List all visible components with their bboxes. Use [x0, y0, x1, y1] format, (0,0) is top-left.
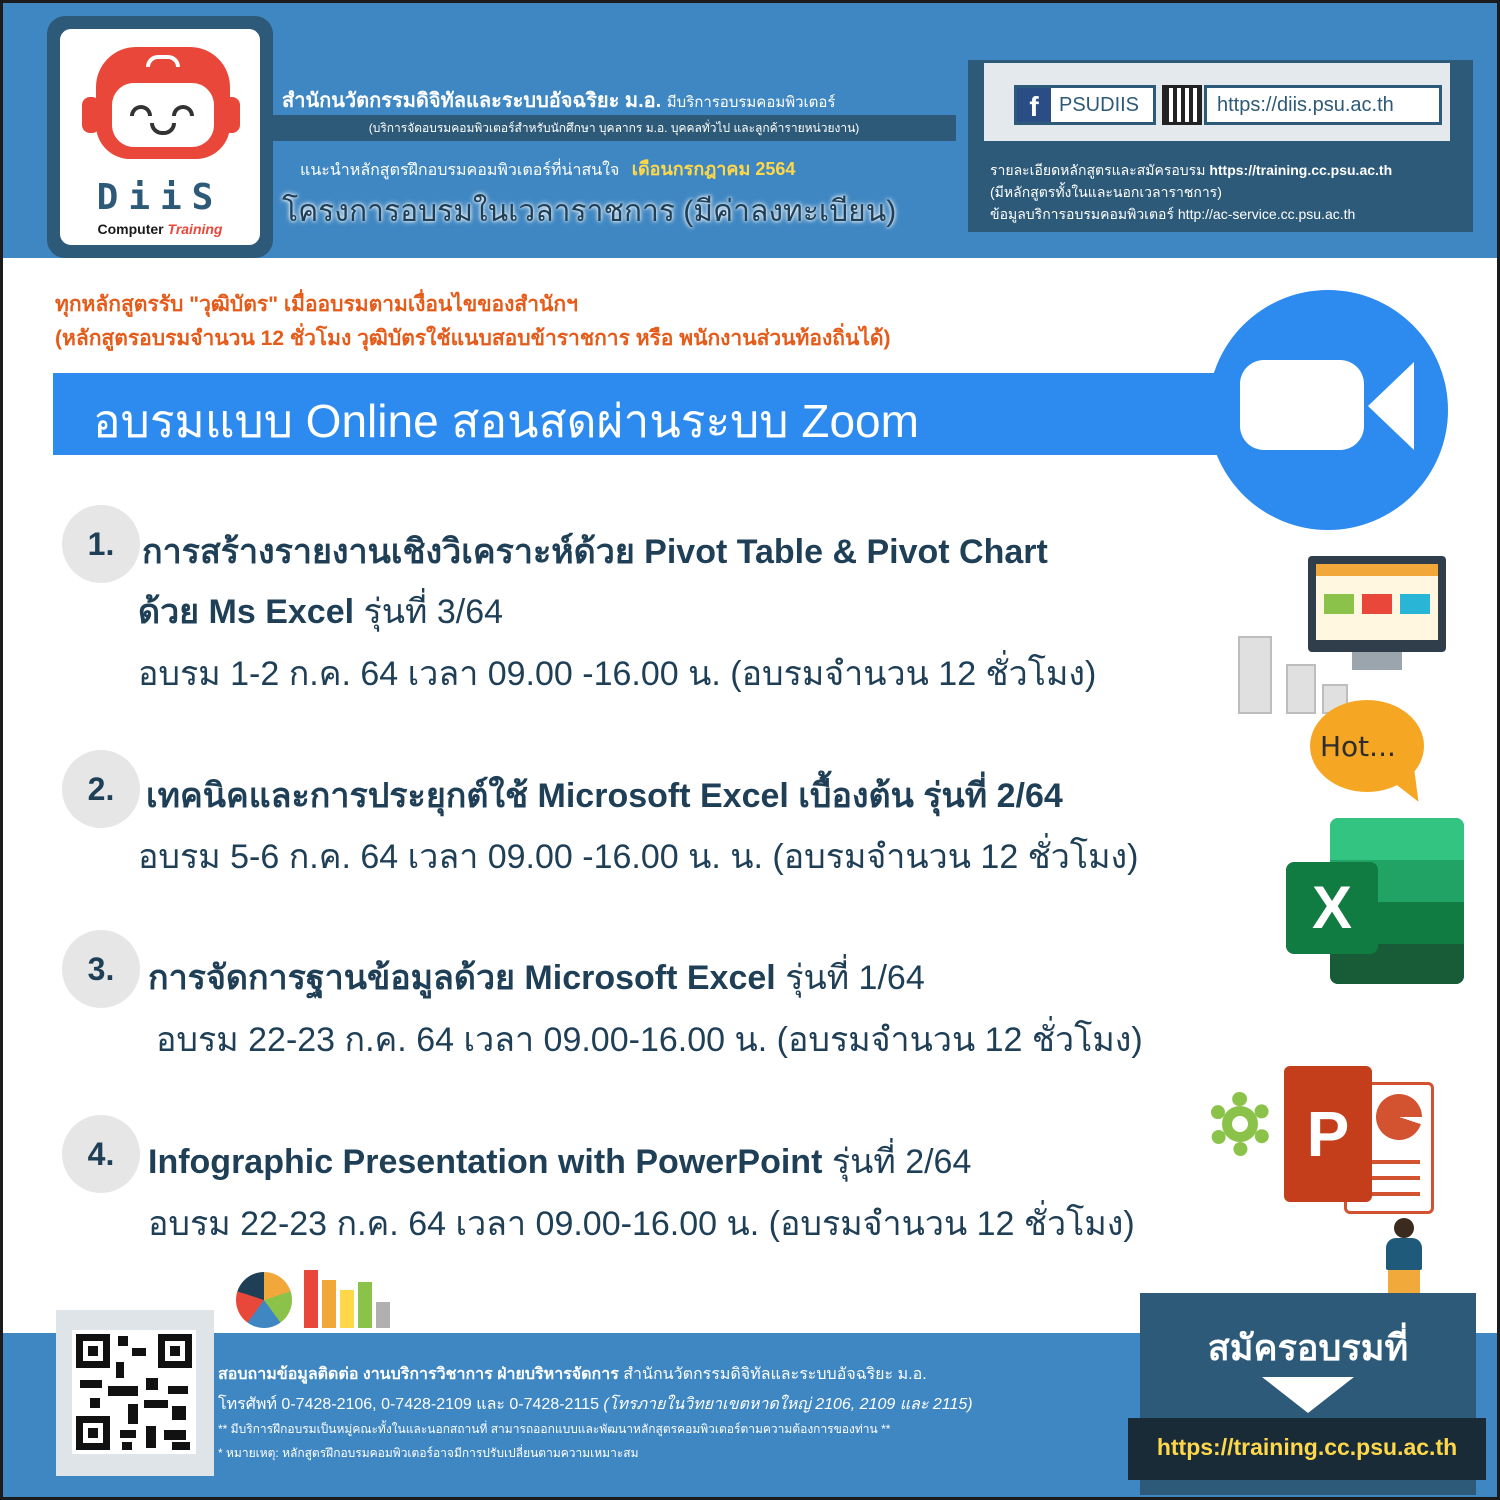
qr-module — [116, 1362, 124, 1378]
qr-finder — [76, 1416, 110, 1450]
camera-lens — [1368, 362, 1414, 450]
qr-module — [132, 1348, 146, 1356]
register-url[interactable]: https://training.cc.psu.ac.th — [1156, 1434, 1458, 1460]
facebook-icon: f — [1017, 88, 1051, 122]
zoom-logo-icon — [1208, 290, 1448, 530]
phone-line — [218, 1392, 973, 1417]
robot-antenna — [146, 55, 180, 67]
social-card — [984, 63, 1450, 141]
course-title-text: การสร้างรายงานเชิงวิเคราะห์ด้วย Pivot Table & Pivot Chart — [142, 533, 1048, 571]
monitor-screen — [1316, 564, 1438, 640]
course-schedule: อบรม 22-23 ก.ค. 64 เวลา 09.00-16.00 น. (อบรมจำนวน 12 ชั่วโมง) — [148, 1205, 1135, 1243]
course-schedule: อบรม 22-23 ก.ค. 64 เวลา 09.00-16.00 น. (อบรมจำนวน 12 ชั่วโมง) — [156, 1021, 1143, 1059]
services-text: (บริการจัดอบรมคอมพิวเตอร์สำหรับนักศึกษา บุคลากร ม.อ. บุคคลทั่วไป และลูกค้ารายหน่วยงาน) — [368, 121, 860, 135]
logo-subtitle — [60, 221, 260, 237]
org-suffix: มีบริการอบรมคอมพิวเตอร์ — [666, 94, 836, 111]
monitor-stand — [1352, 652, 1402, 670]
month-label: เดือนกรกฎาคม 2564 — [631, 159, 796, 179]
phone-internal: (โทรภายในวิทยาเขตหาดใหญ่ 2106, 2109 และ 2115) — [603, 1396, 973, 1413]
qr-module — [90, 1398, 100, 1408]
course-title — [146, 768, 1063, 822]
service-info-label: ข้อมูลบริการอบรมคอมพิวเตอร์ — [990, 206, 1174, 222]
logo-card — [57, 26, 263, 248]
robot-eye-right — [172, 105, 194, 116]
monitor-block — [1362, 594, 1392, 614]
register-title: สมัครอบรมที่ — [1207, 1327, 1409, 1368]
course-title — [148, 1134, 971, 1188]
bar-icon — [322, 1280, 336, 1328]
services-band — [272, 115, 956, 141]
course-types-line: (มีหลักสูตรทั้งในและนอกเวลาราชการ) — [990, 184, 1222, 200]
course-details-url[interactable]: https://training.cc.psu.ac.th — [1209, 162, 1393, 178]
register-link[interactable] — [1128, 1418, 1486, 1480]
qr-module — [118, 1336, 128, 1346]
course-generation: รุ่นที่ 1/64 — [785, 959, 925, 997]
group-training-note: ** มีบริการฝึกอบรมเป็นหมู่คณะทั้งในและนอกสถานที่ สามารถออกแบบและพัฒนาหลักสูตรคอมพิวเตอร์ตามความต้องการของท่าน ** — [218, 1422, 891, 1436]
person-illustration — [1386, 1238, 1422, 1270]
person-head — [1394, 1218, 1414, 1238]
qr-module — [172, 1442, 190, 1450]
logo-subtitle-computer: Computer — [97, 221, 164, 237]
excel-band — [1330, 818, 1464, 860]
org-title: สำนักนวัตกรรมดิจิทัลและระบบอัจฉริยะ ม.อ. — [282, 90, 662, 112]
course-number: 2. — [62, 750, 140, 828]
bar-icon — [340, 1290, 354, 1328]
qr-module — [172, 1406, 186, 1420]
service-info-line — [990, 204, 1355, 226]
course-number: 1. — [62, 505, 140, 583]
course-title-cont — [138, 584, 503, 638]
course-number: 4. — [62, 1115, 140, 1193]
monitor-icon — [1308, 556, 1446, 652]
disclaimer-note: * หมายเหตุ: หลักสูตรฝึกอบรมคอมพิวเตอร์อาจมีการปรับเปลี่ยนตามความเหมาะสม — [218, 1446, 639, 1460]
hot-label: Hot... — [1320, 730, 1396, 763]
qr-module — [128, 1404, 138, 1424]
qr-module — [146, 1426, 156, 1448]
bar-icon — [376, 1302, 390, 1328]
building-illustration — [1286, 664, 1316, 714]
facebook-handle: PSUDIIS — [1059, 93, 1140, 116]
course-title-text-2: ด้วย Ms Excel — [138, 593, 355, 631]
contact-org: สำนักนวัตกรรมดิจิทัลและระบบอัจฉริยะ ม.อ. — [623, 1366, 927, 1383]
course-details-line — [990, 160, 1392, 182]
robot-face — [112, 83, 214, 147]
arrow-down-icon — [1262, 1377, 1354, 1413]
monitor-titlebar — [1316, 564, 1438, 576]
course-schedule: อบรม 1-2 ก.ค. 64 เวลา 09.00 -16.00 น. (อบรมจำนวน 12 ชั่วโมง) — [138, 655, 1097, 693]
qr-module — [122, 1442, 132, 1450]
qr-module — [80, 1380, 102, 1388]
recommend-text: แนะนำหลักสูตรฝึกอบรมคอมพิวเตอร์ที่น่าสนใจ — [300, 162, 620, 179]
course-title-text: เทคนิคและการประยุกต์ใช้ Microsoft Excel เบื้องต้น รุ่นที่ 2/64 — [146, 777, 1063, 815]
course-number: 3. — [62, 930, 140, 1008]
qr-code-image — [72, 1330, 196, 1454]
excel-icon: X — [1286, 862, 1378, 954]
robot-eye-left — [130, 105, 152, 116]
robot-mouth — [150, 123, 176, 135]
contact-line — [218, 1362, 927, 1387]
infographic-pie-icon — [236, 1272, 292, 1328]
bar-icon — [358, 1282, 372, 1328]
qr-finder — [76, 1334, 110, 1368]
org-name — [282, 84, 835, 116]
course-generation: รุ่นที่ 3/64 — [363, 593, 504, 631]
course-title — [142, 524, 1048, 578]
monitor-block — [1400, 594, 1430, 614]
course-details-label: รายละเอียดหลักสูตรและสมัครอบรม — [990, 162, 1206, 178]
robot-mascot-icon — [96, 47, 230, 159]
recommend-line — [300, 154, 795, 183]
qr-module — [146, 1378, 158, 1390]
contact-bold: สอบถามข้อมูลติดต่อ งานบริการวิชาการ ฝ่ายบริหารจัดการ — [218, 1366, 619, 1383]
certificate-note: (หลักสูตรอบรมจำนวน 12 ชั่วโมง วุฒิบัตรใช้แนบสอบข้าราชการ หรือ พนักงานส่วนท้องถิ่นได้) — [55, 327, 891, 350]
service-info-url[interactable]: http://ac-service.cc.psu.ac.th — [1177, 206, 1356, 222]
website-link[interactable]: https://diis.psu.ac.th — [1204, 85, 1442, 125]
project-title: โครงการอบรมในเวลาราชการ (มีค่าลงทะเบียน) — [282, 195, 897, 228]
qr-code[interactable] — [56, 1310, 214, 1476]
phone-numbers: โทรศัพท์ 0-7428-2106, 0-7428-2109 และ 0-7428-2115 — [218, 1396, 599, 1413]
qr-code-icon — [1162, 85, 1202, 125]
zoom-banner-text: อบรมแบบ Online สอนสดผ่านระบบ Zoom — [93, 395, 919, 447]
pie-chart-icon — [1376, 1094, 1422, 1140]
course-schedule: อบรม 5-6 ก.ค. 64 เวลา 09.00 -16.00 น. น. (อบรมจำนวน 12 ชั่วโมง) — [138, 838, 1139, 876]
monitor-block — [1324, 594, 1354, 614]
logo-subtitle-training: Training — [167, 221, 223, 237]
qr-finder — [158, 1334, 192, 1368]
diis-logo — [47, 16, 273, 258]
camera-body — [1240, 360, 1364, 450]
course-title-text: Infographic Presentation with PowerPoint — [148, 1143, 823, 1181]
qr-module — [144, 1400, 168, 1408]
zoom-banner — [53, 373, 1343, 455]
course-title — [148, 950, 925, 1004]
building-illustration — [1238, 636, 1272, 714]
bar-icon — [304, 1270, 318, 1328]
course-title-text: การจัดการฐานข้อมูลด้วย Microsoft Excel — [148, 959, 776, 997]
contact-header — [968, 60, 1473, 232]
gear-core — [1222, 1106, 1258, 1142]
powerpoint-icon: P — [1284, 1066, 1372, 1202]
facebook-link[interactable] — [1014, 85, 1156, 125]
qr-module — [168, 1386, 188, 1394]
logo-name: DiiS — [96, 177, 224, 218]
qr-module — [108, 1386, 138, 1396]
qr-module — [120, 1430, 136, 1438]
certificate-notice: ทุกหลักสูตรรับ "วุฒิบัตร" เมื่ออบรมตามเงื่อนไขของสำนักฯ — [55, 293, 578, 316]
qr-module — [164, 1430, 186, 1440]
course-generation: รุ่นที่ 2/64 — [831, 1143, 972, 1181]
